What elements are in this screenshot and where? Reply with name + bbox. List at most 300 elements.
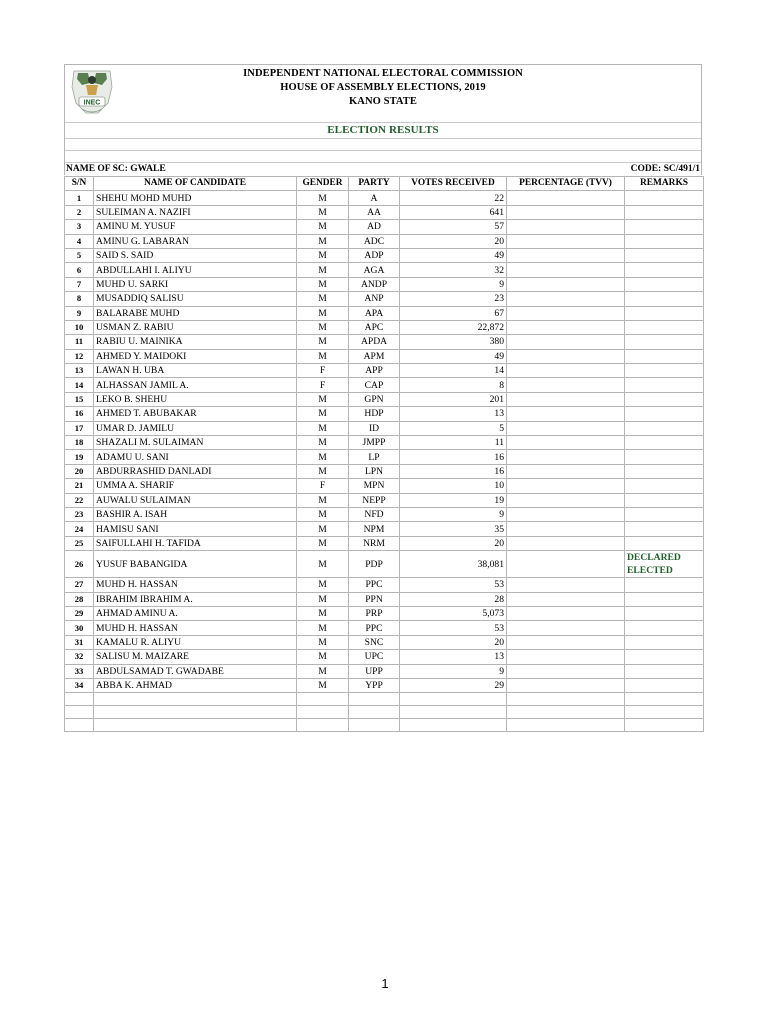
table-row: [65, 220, 704, 234]
cell-sn: 6: [65, 263, 94, 277]
table-row: [65, 650, 704, 664]
cell-name: ALHASSAN JAMIL A.: [94, 378, 297, 392]
cell-sn: 25: [65, 536, 94, 550]
cell-name: AHMAD AMINU A.: [94, 606, 297, 620]
cell-votes: 201: [400, 392, 507, 406]
state-name: KANO STATE: [349, 96, 417, 107]
table-row: [65, 536, 704, 550]
cell-votes: 20: [400, 536, 507, 550]
cell-party: A: [349, 191, 400, 205]
cell-votes: 10: [400, 479, 507, 493]
cell-remarks: [625, 335, 704, 349]
cell-party: ADP: [349, 248, 400, 262]
cell-remarks: [625, 292, 704, 306]
cell-name: IBRAHIM IBRAHIM A.: [94, 592, 297, 606]
cell-percentage: [507, 205, 625, 219]
document-header: [64, 64, 702, 175]
table-row: [65, 407, 704, 421]
cell-remarks: [625, 248, 704, 262]
cell-percentage: [507, 551, 625, 578]
cell-gender: M: [297, 277, 349, 291]
cell-remarks: [625, 592, 704, 606]
cell-percentage: [507, 436, 625, 450]
cell-gender: M: [297, 234, 349, 248]
cell-remarks: [625, 205, 704, 219]
cell-sn: 28: [65, 592, 94, 606]
cell-remarks: [625, 277, 704, 291]
table-row: [65, 320, 704, 334]
cell-party: AA: [349, 205, 400, 219]
cell-percentage: [507, 507, 625, 521]
cell-name: YUSUF BABANGIDA: [94, 551, 297, 578]
cell-votes: 35: [400, 522, 507, 536]
cell-party: NEPP: [349, 493, 400, 507]
cell-percentage: [507, 536, 625, 550]
cell-name: BALARABE MUHD: [94, 306, 297, 320]
cell-votes: 23: [400, 292, 507, 306]
cell-remarks: [625, 536, 704, 550]
cell-party: APA: [349, 306, 400, 320]
col-gender: GENDER: [297, 177, 349, 191]
table-row: [65, 335, 704, 349]
table-row: [65, 479, 704, 493]
cell-gender: M: [297, 292, 349, 306]
empty-cell: [400, 693, 507, 706]
cell-party: PDP: [349, 551, 400, 578]
cell-name: MUSADDIQ SALISU: [94, 292, 297, 306]
table-row: [65, 450, 704, 464]
commission-name: INDEPENDENT NATIONAL ELECTORAL COMMISSION: [243, 68, 523, 79]
cell-sn: 4: [65, 234, 94, 248]
cell-gender: M: [297, 421, 349, 435]
cell-party: LPN: [349, 464, 400, 478]
cell-sn: 22: [65, 493, 94, 507]
empty-cell: [625, 693, 704, 706]
cell-percentage: [507, 277, 625, 291]
empty-cell: [65, 693, 94, 706]
cell-remarks: [625, 507, 704, 521]
cell-party: MPN: [349, 479, 400, 493]
cell-sn: 5: [65, 248, 94, 262]
col-sn: S/N: [65, 177, 94, 191]
cell-gender: M: [297, 407, 349, 421]
cell-percentage: [507, 678, 625, 692]
cell-remarks: [625, 678, 704, 692]
table-row: [65, 378, 704, 392]
table-row: [65, 364, 704, 378]
table-row: [65, 664, 704, 678]
empty-cell: [625, 719, 704, 732]
cell-sn: 17: [65, 421, 94, 435]
table-row: [65, 464, 704, 478]
cell-gender: M: [297, 248, 349, 262]
cell-sn: 2: [65, 205, 94, 219]
cell-sn: 15: [65, 392, 94, 406]
cell-votes: 29: [400, 678, 507, 692]
cell-name: UMMA A. SHARIF: [94, 479, 297, 493]
cell-sn: 16: [65, 407, 94, 421]
cell-gender: M: [297, 436, 349, 450]
cell-name: SAID S. SAID: [94, 248, 297, 262]
cell-sn: 1: [65, 191, 94, 205]
cell-sn: 32: [65, 650, 94, 664]
cell-party: AGA: [349, 263, 400, 277]
cell-sn: 11: [65, 335, 94, 349]
cell-name: AMINU G. LABARAN: [94, 234, 297, 248]
cell-gender: M: [297, 450, 349, 464]
table-row: [65, 606, 704, 620]
cell-percentage: [507, 493, 625, 507]
table-row: [65, 292, 704, 306]
col-votes: VOTES RECEIVED: [400, 177, 507, 191]
table-row: [65, 678, 704, 692]
cell-party: GPN: [349, 392, 400, 406]
cell-sn: 10: [65, 320, 94, 334]
cell-gender: M: [297, 349, 349, 363]
cell-name: SALISU M. MAIZARE: [94, 650, 297, 664]
cell-percentage: [507, 578, 625, 592]
inec-logo-icon: [68, 67, 116, 119]
cell-votes: 53: [400, 578, 507, 592]
cell-remarks: [625, 635, 704, 649]
table-row: [65, 392, 704, 406]
cell-gender: M: [297, 664, 349, 678]
cell-sn: 8: [65, 292, 94, 306]
cell-name: SHEHU MOHD MUHD: [94, 191, 297, 205]
cell-remarks: [625, 493, 704, 507]
table-row: [65, 191, 704, 205]
empty-row: [65, 706, 704, 719]
empty-cell: [507, 706, 625, 719]
page-title: ELECTION RESULTS: [327, 124, 439, 136]
cell-gender: F: [297, 378, 349, 392]
cell-sn: 26: [65, 551, 94, 578]
cell-remarks: [625, 392, 704, 406]
cell-sn: 21: [65, 479, 94, 493]
cell-gender: M: [297, 650, 349, 664]
cell-percentage: [507, 479, 625, 493]
table-row: [65, 436, 704, 450]
cell-name: AUWALU SULAIMAN: [94, 493, 297, 507]
cell-votes: 641: [400, 205, 507, 219]
cell-gender: M: [297, 205, 349, 219]
cell-percentage: [507, 407, 625, 421]
cell-votes: 380: [400, 335, 507, 349]
cell-percentage: [507, 220, 625, 234]
cell-name: SAIFULLAHI H. TAFIDA: [94, 536, 297, 550]
cell-percentage: [507, 292, 625, 306]
col-remarks: REMARKS: [625, 177, 704, 191]
cell-name: BASHIR A. ISAH: [94, 507, 297, 521]
cell-remarks: [625, 407, 704, 421]
cell-sn: 18: [65, 436, 94, 450]
cell-votes: 14: [400, 364, 507, 378]
cell-gender: M: [297, 592, 349, 606]
cell-gender: M: [297, 220, 349, 234]
cell-remarks: [625, 349, 704, 363]
cell-percentage: [507, 635, 625, 649]
cell-percentage: [507, 191, 625, 205]
cell-votes: 16: [400, 450, 507, 464]
cell-remarks: [625, 436, 704, 450]
cell-gender: M: [297, 606, 349, 620]
cell-party: HDP: [349, 407, 400, 421]
cell-party: APDA: [349, 335, 400, 349]
cell-remarks: [625, 364, 704, 378]
cell-remarks: [625, 606, 704, 620]
empty-cell: [507, 719, 625, 732]
empty-cell: [297, 706, 349, 719]
table-row: [65, 248, 704, 262]
cell-sn: 14: [65, 378, 94, 392]
cell-votes: 11: [400, 436, 507, 450]
cell-percentage: [507, 522, 625, 536]
cell-name: AMINU M. YUSUF: [94, 220, 297, 234]
cell-sn: 34: [65, 678, 94, 692]
empty-cell: [349, 693, 400, 706]
results-table: [64, 176, 704, 732]
cell-sn: 31: [65, 635, 94, 649]
cell-name: ABDURRASHID DANLADI: [94, 464, 297, 478]
table-row: [65, 263, 704, 277]
cell-party: PPC: [349, 578, 400, 592]
cell-party: NPM: [349, 522, 400, 536]
cell-name: ABDULLAHI I. ALIYU: [94, 263, 297, 277]
cell-remarks: [625, 378, 704, 392]
cell-name: AHMED Y. MAIDOKI: [94, 349, 297, 363]
cell-party: SNC: [349, 635, 400, 649]
cell-party: NFD: [349, 507, 400, 521]
cell-gender: M: [297, 320, 349, 334]
table-row: [65, 306, 704, 320]
table-row: [65, 551, 704, 578]
election-name: HOUSE OF ASSEMBLY ELECTIONS, 2019: [280, 82, 486, 93]
cell-votes: 5: [400, 421, 507, 435]
cell-gender: M: [297, 621, 349, 635]
cell-name: MUHD H. HASSAN: [94, 578, 297, 592]
cell-sn: 23: [65, 507, 94, 521]
cell-gender: M: [297, 522, 349, 536]
empty-cell: [625, 706, 704, 719]
cell-percentage: [507, 664, 625, 678]
cell-remarks: [625, 664, 704, 678]
results-body: [65, 191, 704, 732]
cell-percentage: [507, 306, 625, 320]
cell-votes: 57: [400, 220, 507, 234]
col-party: PARTY: [349, 177, 400, 191]
cell-votes: 19: [400, 493, 507, 507]
cell-party: YPP: [349, 678, 400, 692]
cell-remarks: [625, 479, 704, 493]
cell-name: LAWAN H. UBA: [94, 364, 297, 378]
cell-gender: M: [297, 191, 349, 205]
cell-gender: M: [297, 678, 349, 692]
cell-name: ABDULSAMAD T. GWADABE: [94, 664, 297, 678]
cell-percentage: [507, 248, 625, 262]
table-row: [65, 493, 704, 507]
cell-sn: 12: [65, 349, 94, 363]
empty-cell: [507, 693, 625, 706]
cell-name: ADAMU U. SANI: [94, 450, 297, 464]
cell-percentage: [507, 450, 625, 464]
cell-percentage: [507, 621, 625, 635]
empty-cell: [94, 706, 297, 719]
cell-votes: 13: [400, 407, 507, 421]
cell-gender: M: [297, 551, 349, 578]
cell-remarks: [625, 621, 704, 635]
cell-gender: M: [297, 464, 349, 478]
cell-sn: 13: [65, 364, 94, 378]
cell-gender: F: [297, 364, 349, 378]
empty-cell: [65, 719, 94, 732]
cell-remarks: [625, 450, 704, 464]
cell-percentage: [507, 320, 625, 334]
table-row: [65, 421, 704, 435]
table-row: [65, 578, 704, 592]
cell-gender: M: [297, 335, 349, 349]
cell-party: UPP: [349, 664, 400, 678]
cell-party: APM: [349, 349, 400, 363]
col-percentage: PERCENTAGE (TVV): [507, 177, 625, 191]
empty-cell: [297, 719, 349, 732]
cell-percentage: [507, 378, 625, 392]
cell-name: MUHD H. HASSAN: [94, 621, 297, 635]
table-row: [65, 205, 704, 219]
cell-gender: M: [297, 392, 349, 406]
cell-votes: 20: [400, 234, 507, 248]
cell-party: PRP: [349, 606, 400, 620]
cell-party: NRM: [349, 536, 400, 550]
cell-name: SHAZALI M. SULAIMAN: [94, 436, 297, 450]
cell-percentage: [507, 263, 625, 277]
cell-party: ANDP: [349, 277, 400, 291]
cell-votes: 16: [400, 464, 507, 478]
svg-text:INEC: INEC: [83, 99, 101, 107]
cell-remarks: [625, 578, 704, 592]
cell-gender: M: [297, 493, 349, 507]
cell-remarks: [625, 263, 704, 277]
cell-name: SULEIMAN A. NAZIFI: [94, 205, 297, 219]
cell-remarks: [625, 522, 704, 536]
cell-name: ABBA K. AHMAD: [94, 678, 297, 692]
cell-name: HAMISU SANI: [94, 522, 297, 536]
cell-gender: M: [297, 306, 349, 320]
empty-cell: [94, 693, 297, 706]
cell-name: KAMALU R. ALIYU: [94, 635, 297, 649]
empty-cell: [349, 706, 400, 719]
table-header-row: [65, 177, 704, 191]
cell-sn: 20: [65, 464, 94, 478]
table-row: [65, 621, 704, 635]
col-name: NAME OF CANDIDATE: [94, 177, 297, 191]
cell-votes: 9: [400, 277, 507, 291]
cell-party: CAP: [349, 378, 400, 392]
cell-votes: 49: [400, 248, 507, 262]
empty-cell: [400, 706, 507, 719]
cell-votes: 22: [400, 191, 507, 205]
cell-votes: 22,872: [400, 320, 507, 334]
cell-percentage: [507, 592, 625, 606]
cell-votes: 9: [400, 507, 507, 521]
cell-percentage: [507, 364, 625, 378]
table-row: [65, 522, 704, 536]
cell-party: JMPP: [349, 436, 400, 450]
cell-party: AD: [349, 220, 400, 234]
cell-remarks: [625, 650, 704, 664]
cell-votes: 9: [400, 664, 507, 678]
cell-remarks: [625, 220, 704, 234]
cell-remarks: [625, 306, 704, 320]
cell-votes: 53: [400, 621, 507, 635]
header-divider: [65, 162, 701, 163]
cell-name: AHMED T. ABUBAKAR: [94, 407, 297, 421]
cell-votes: 5,073: [400, 606, 507, 620]
cell-sn: 27: [65, 578, 94, 592]
empty-cell: [94, 719, 297, 732]
header-divider: [65, 138, 701, 139]
cell-sn: 3: [65, 220, 94, 234]
cell-remarks: [625, 191, 704, 205]
cell-remarks: DECLARED ELECTED: [625, 551, 704, 578]
cell-remarks: [625, 464, 704, 478]
cell-percentage: [507, 650, 625, 664]
cell-votes: 20: [400, 635, 507, 649]
cell-party: ID: [349, 421, 400, 435]
cell-remarks: [625, 421, 704, 435]
header-divider: [65, 150, 701, 151]
cell-sn: 9: [65, 306, 94, 320]
sc-name: NAME OF SC: GWALE: [66, 164, 166, 174]
cell-gender: M: [297, 263, 349, 277]
table-row: [65, 592, 704, 606]
empty-row: [65, 693, 704, 706]
cell-sn: 7: [65, 277, 94, 291]
cell-gender: M: [297, 635, 349, 649]
cell-votes: 32: [400, 263, 507, 277]
cell-votes: 67: [400, 306, 507, 320]
table-row: [65, 277, 704, 291]
cell-party: ADC: [349, 234, 400, 248]
cell-remarks: [625, 234, 704, 248]
cell-name: UMAR D. JAMILU: [94, 421, 297, 435]
cell-party: PPC: [349, 621, 400, 635]
cell-sn: 30: [65, 621, 94, 635]
cell-party: APC: [349, 320, 400, 334]
header-divider: [65, 122, 701, 123]
cell-sn: 33: [65, 664, 94, 678]
table-row: [65, 507, 704, 521]
cell-percentage: [507, 606, 625, 620]
cell-percentage: [507, 464, 625, 478]
cell-gender: F: [297, 479, 349, 493]
cell-party: ANP: [349, 292, 400, 306]
empty-cell: [400, 719, 507, 732]
table-row: [65, 349, 704, 363]
page-number: 1: [381, 976, 389, 991]
empty-cell: [349, 719, 400, 732]
cell-sn: 29: [65, 606, 94, 620]
empty-cell: [297, 693, 349, 706]
cell-remarks: [625, 320, 704, 334]
cell-percentage: [507, 421, 625, 435]
empty-cell: [65, 706, 94, 719]
cell-party: UPC: [349, 650, 400, 664]
cell-sn: 19: [65, 450, 94, 464]
cell-votes: 49: [400, 349, 507, 363]
sc-code: CODE: SC/491/1: [630, 164, 700, 174]
cell-votes: 13: [400, 650, 507, 664]
cell-votes: 38,081: [400, 551, 507, 578]
